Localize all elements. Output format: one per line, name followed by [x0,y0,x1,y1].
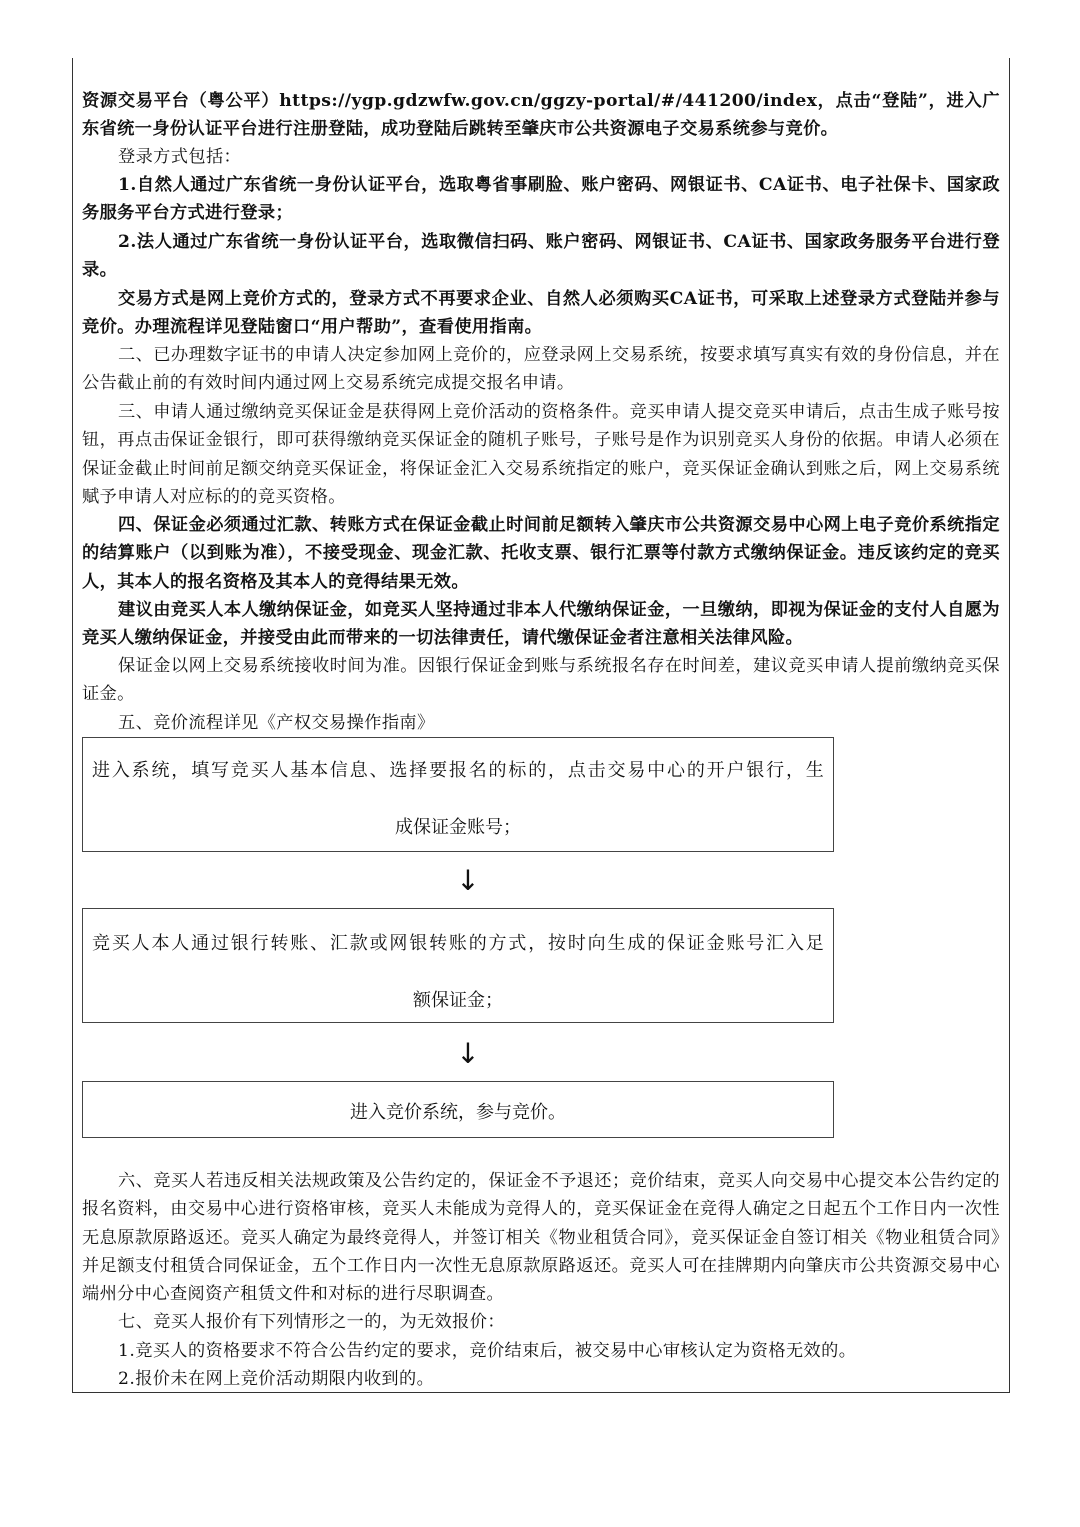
flow-step-2-line-2: 额保证金； [413,990,503,1011]
flow-step-3-text: 进入竞价系统，参与竞价。 [350,1102,566,1123]
flow-step-1-line-2: 成保证金账号； [395,817,521,838]
down-arrow-icon: ↓ [456,864,480,897]
section-four-paragraph: 四、保证金必须通过汇款、转账方式在保证金截止时间前足额转入肇庆市公共资源交易中心网上电子竞价系统指定的结算账户（以到账为准），不接受现金、现金汇款、托收支票、银行汇票等付款方式缴纳保证金。违反该约定的竞买人，其本人的报名资格及其本人的竞得结果无效。 [82,515,1000,592]
flow-step-pay-deposit [82,908,834,1023]
flow-step-enter-bidding [82,1081,834,1138]
section-two-paragraph: 二、已办理数字证书的申请人决定参加网上竞价的，应登录网上交易系统，按要求填写真实有效的身份信息，并在公告截止前的有效时间内通过网上交易系统完成提交报名申请。 [82,345,1000,394]
natural-person-login: 1.自然人通过广东省统一身份认证平台，选取粤省事刷脸、账户密码、网银证书、CA证书、电子社保卡、国家政务服务平台方式进行登录； [82,175,1000,224]
down-arrow-icon: ↓ [456,1037,480,1070]
section-five-heading: 五、竞价流程详见《产权交易操作指南》 [118,713,435,733]
invalid-bid-item-1: 1.竞买人的资格要求不符合公告约定的要求，竞价结束后，被交易中心审核认定为资格无效的。 [118,1341,857,1361]
deposit-timing-note: 保证金以网上交易系统接收时间为准。因银行保证金到账与系统报名存在时间差，建议竞买申请人提前缴纳竞买保证金。 [82,656,1000,705]
proxy-deposit-warning: 建议由竞买人本人缴纳保证金，如竞买人坚持通过非本人代缴纳保证金，一旦缴纳，即视为保证金的支付人自愿为竞买人缴纳保证金，并接受由此而带来的一切法律责任，请代缴保证金者注意相关法律风险。 [82,600,1000,649]
flow-step-1-line-1: 进入系统，填写竞买人基本信息、选择要报名的标的，点击交易中心的开户银行，生 [92,760,824,781]
section-seven-heading: 七、竞买人报价有下列情形之一的，为无效报价： [118,1312,505,1332]
login-methods-heading: 登录方式包括： [118,147,242,167]
invalid-bid-item-2: 2.报价未在网上竞价活动期限内收到的。 [118,1369,435,1389]
login-portal-paragraph: 资源交易平台（粤公平）https://ygp.gdzwfw.gov.cn/ggzy-portal/#/441200/index，点击“登陆”，进入广东省统一身份认证平台进行注册登陆，成功登陆后跳转至肇庆市公共资源电子交易系统参与竞价。 [82,91,1000,140]
flow-step-enter-system [82,737,834,852]
flow-step-2-line-1: 竞买人本人通过银行转账、汇款或网银转账的方式，按时向生成的保证金账号汇入足 [92,933,824,954]
trading-method-paragraph: 交易方式是网上竞价方式的，登录方式不再要求企业、自然人必须购买CA证书，可采取上述登录方式登陆并参与竞价。办理流程详见登陆窗口“用户帮助”，查看使用指南。 [82,289,1000,338]
section-six-paragraph: 六、竞买人若违反相关法规政策及公告约定的，保证金不予退还；竞价结束，竞买人向交易中心提交本公告约定的报名资料，由交易中心进行资格审核，竞买人未能成为竞得人的，竞买保证金在竞得人确定之日起五个工作日内一次性无息原款原路返还。竞买人确定为最终竞得人，并签订相关《物业租赁合同》，竞买保证金自签订相关《物业租赁合同》并足额支付租赁合同保证金，五个工作日内一次性无息原款原路返还。竞买人可在挂牌期内向肇庆市公共资源交易中心端州分中心查阅资产租赁文件和对标的进行尽职调查。 [82,1171,1000,1305]
legal-person-login: 2.法人通过广东省统一身份认证平台，选取微信扫码、账户密码、网银证书、CA证书、国家政务服务平台进行登录。 [82,232,1000,281]
section-three-paragraph: 三、申请人通过缴纳竞买保证金是获得网上竞价活动的资格条件。竞买申请人提交竞买申请后，点击生成子账号按钮，再点击保证金银行，即可获得缴纳竞买保证金的随机子账号，子账号是作为识别竞买人身份的依据。申请人必须在保证金截止时间前足额交纳竞买保证金，将保证金汇入交易系统指定的账户，竞买保证金确认到账之后，网上交易系统赋予申请人对应标的的竞买资格。 [82,402,1000,507]
